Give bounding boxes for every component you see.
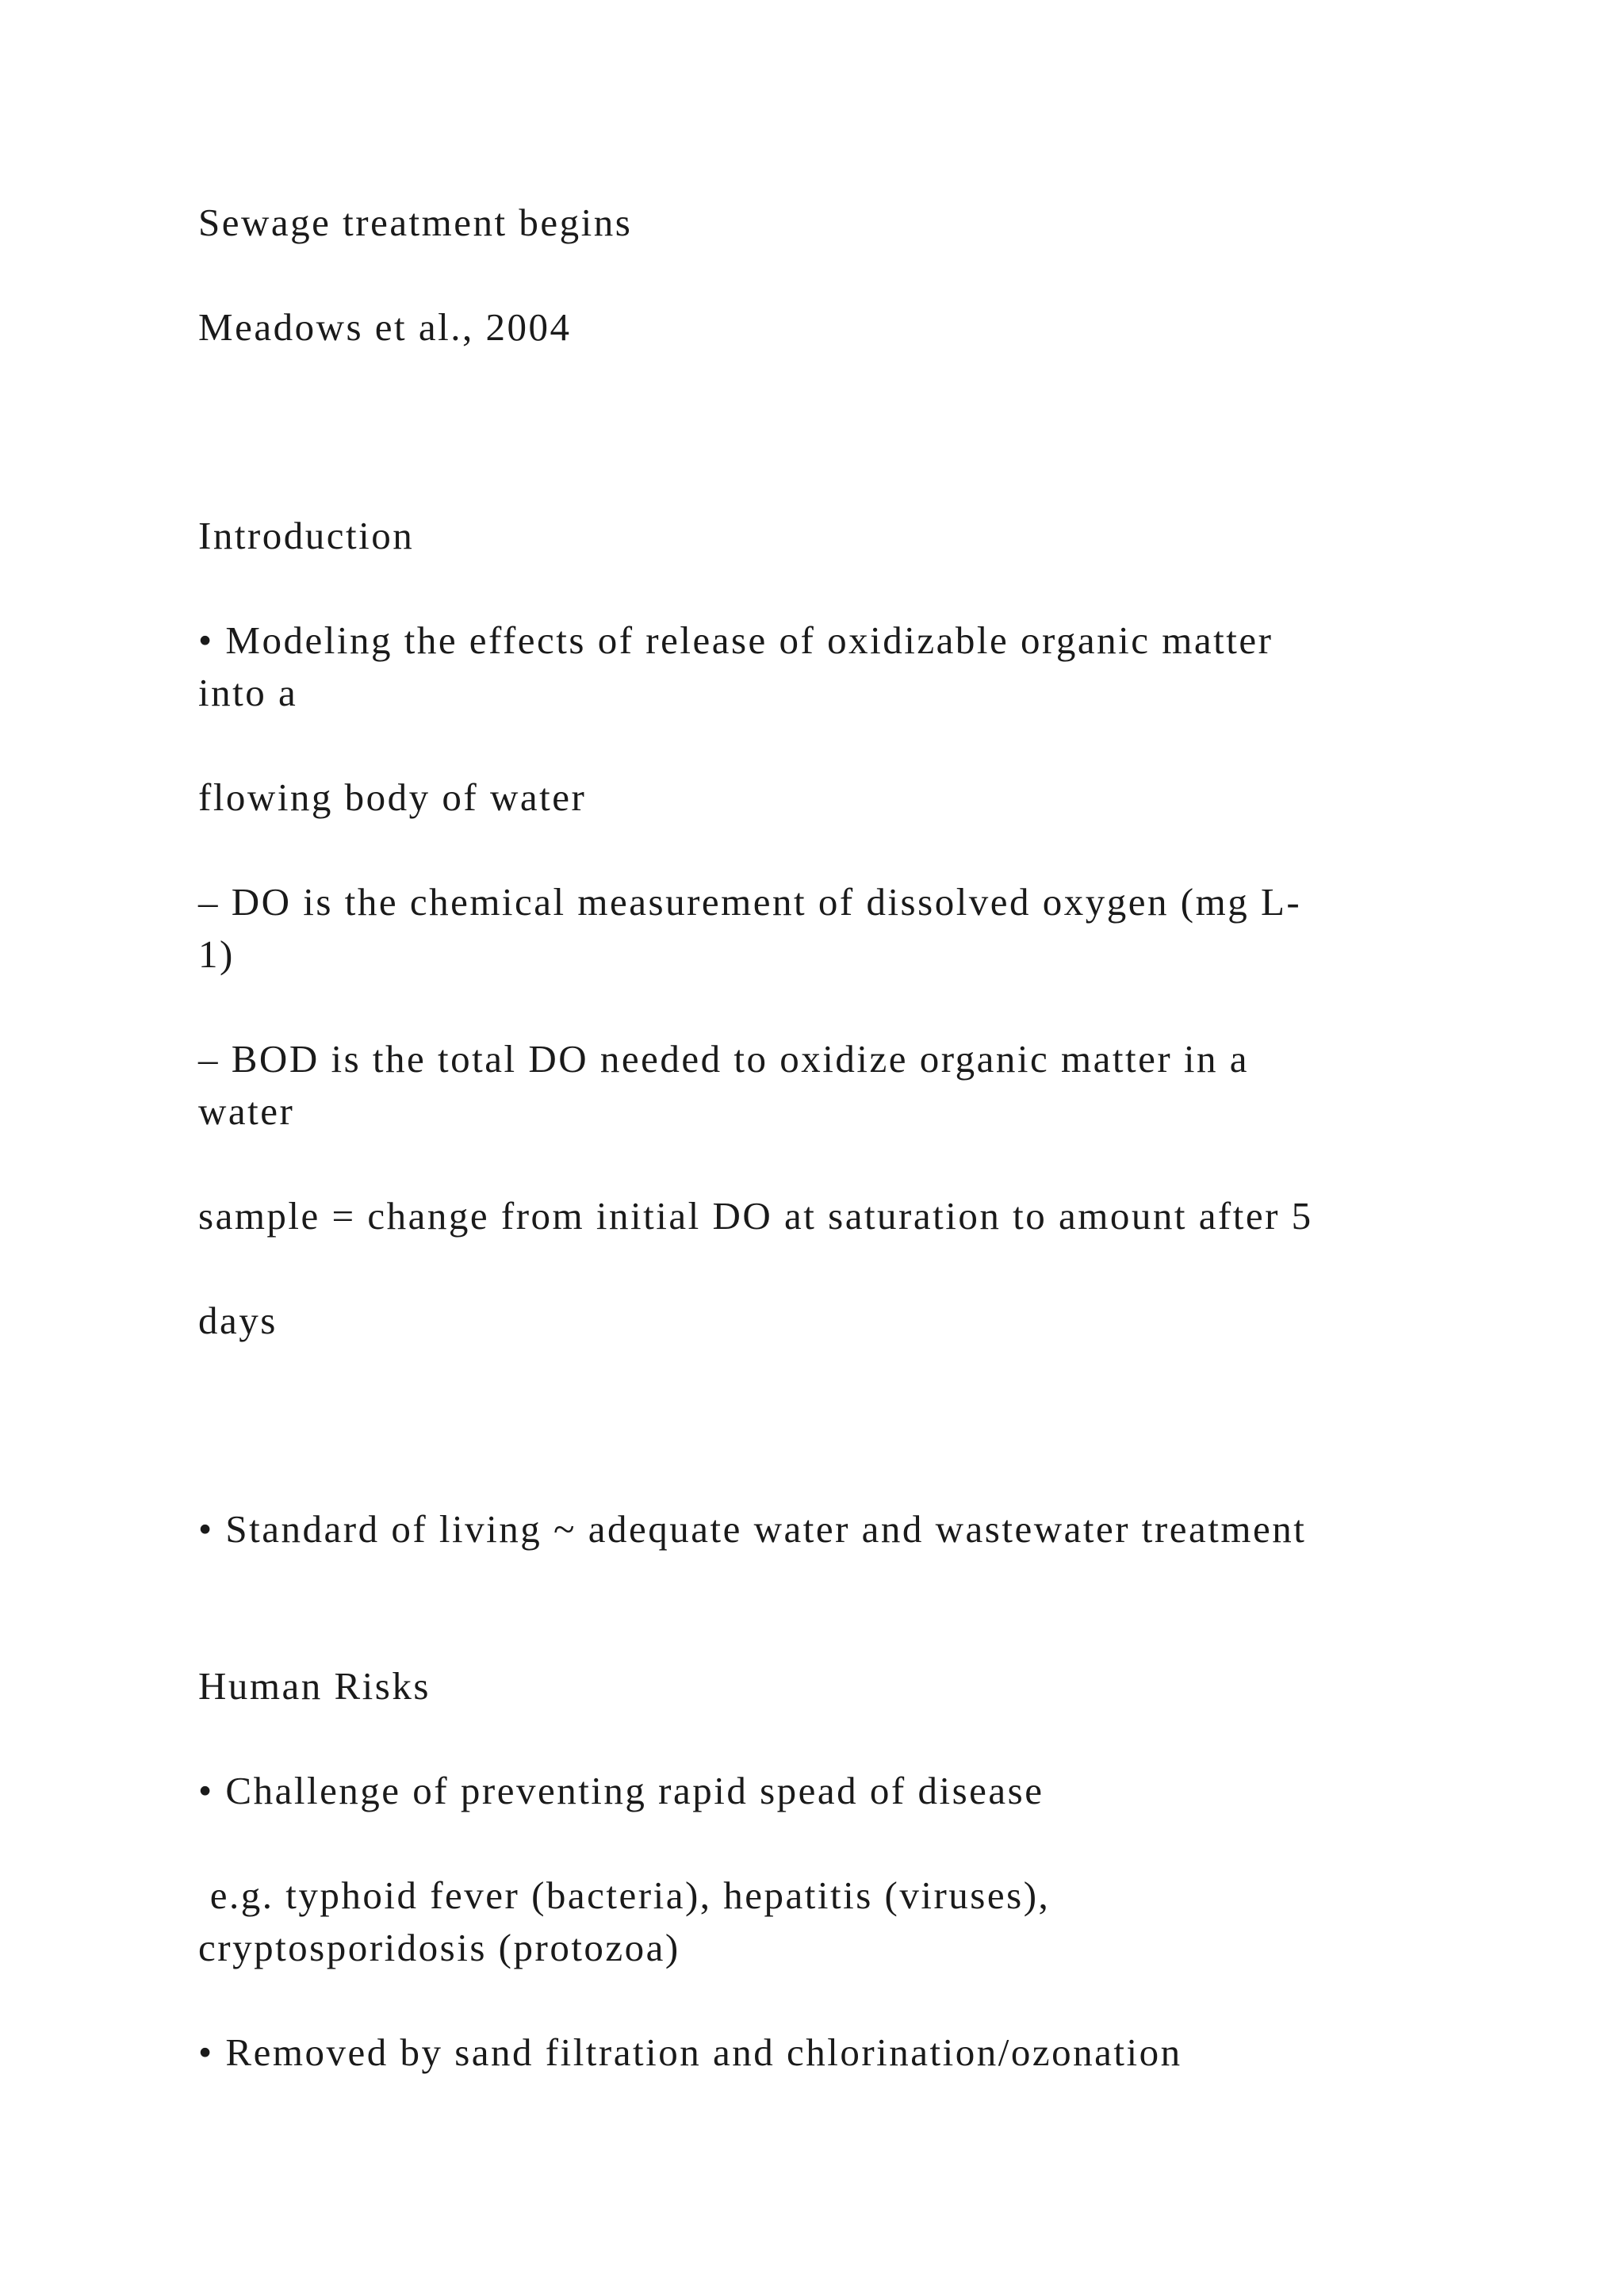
sub-bullet-line: – DO is the chemical measurement of dissolved oxygen (mg L- xyxy=(198,880,1302,924)
bullet-line: • Removed by sand filtration and chlorination/ozonation xyxy=(198,2030,1182,2074)
bullet-line: • Standard of living ~ adequate water and wastewater treatment xyxy=(198,1507,1307,1551)
bullet-line: into a xyxy=(198,671,298,714)
text-line: days xyxy=(198,1299,278,1342)
text-line: sample = change from initial DO at saturation to amount after 5 xyxy=(198,1194,1313,1238)
section-heading-introduction: Introduction xyxy=(198,514,415,557)
text-line: e.g. typhoid fever (bacteria), hepatitis (viruses), xyxy=(198,1873,1051,1917)
section-heading-human-risks: Human Risks xyxy=(198,1664,431,1708)
bullet-line: • Modeling the effects of release of oxidizable organic matter xyxy=(198,618,1274,662)
sub-bullet-line: water xyxy=(198,1089,295,1133)
sub-bullet-line: 1) xyxy=(198,932,235,976)
doc-title: Sewage treatment begins xyxy=(198,201,633,244)
text-line: cryptosporidosis (protozoa) xyxy=(198,1926,680,1969)
doc-citation: Meadows et al., 2004 xyxy=(198,305,572,349)
sub-bullet-line: – BOD is the total DO needed to oxidize organic matter in a xyxy=(198,1037,1250,1081)
text-line: flowing body of water xyxy=(198,775,587,819)
bullet-line: • Challenge of preventing rapid spead of disease xyxy=(198,1769,1044,1812)
